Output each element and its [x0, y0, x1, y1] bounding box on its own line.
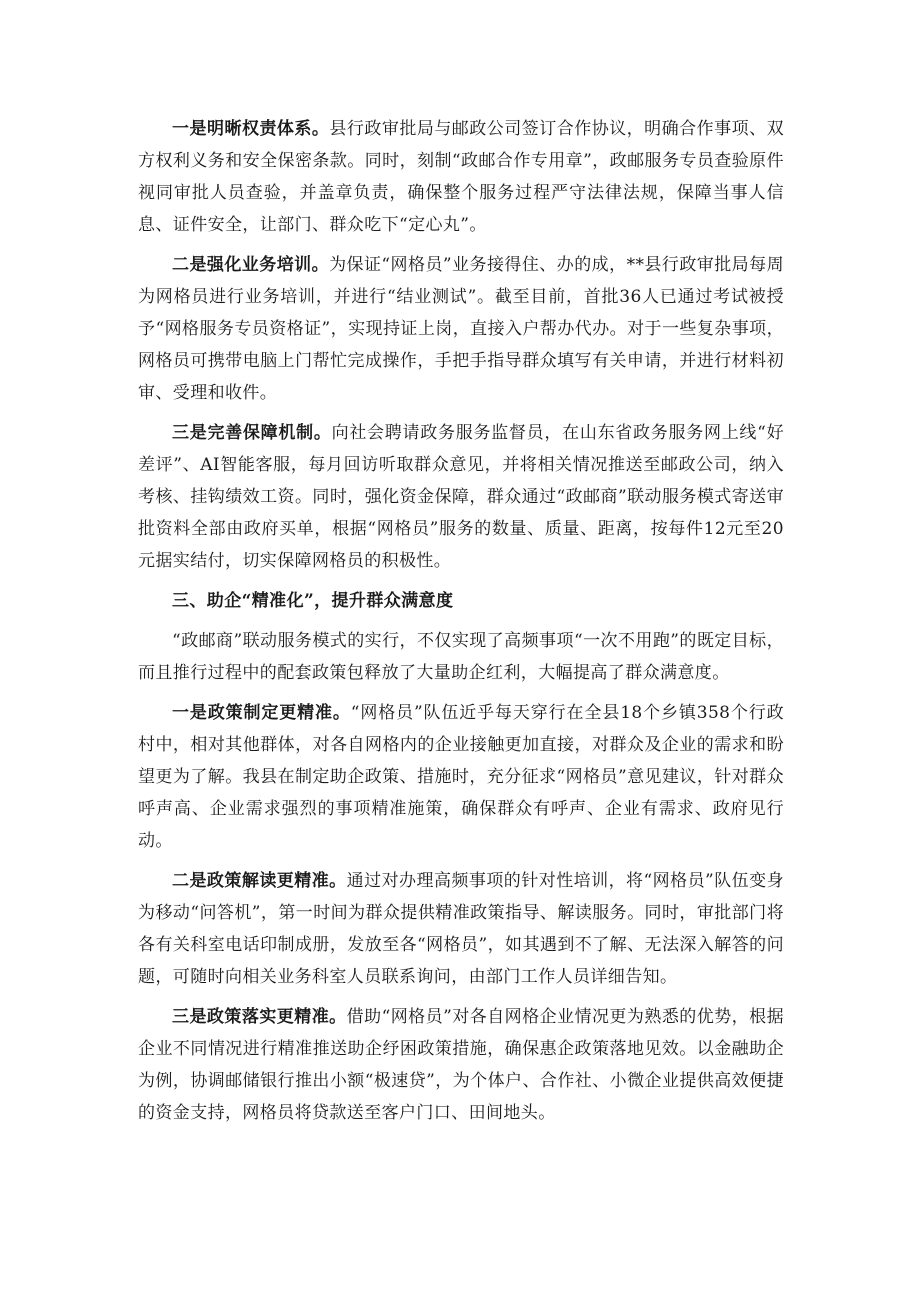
paragraph-lead: 三是政策落实更精准。 — [172, 1007, 347, 1027]
document-body — [138, 113, 784, 1129]
paragraph-lead: 二是强化业务培训。 — [172, 255, 330, 275]
paragraph-policy-interpretation — [138, 865, 784, 993]
paragraph-text: 通过对办理高频事项的针对性培训，将“网格员”队伍变身为移动“问答机”，第一时间为群众提供精准政策指导、解读服务。同时，审批部门将各有关科室电话印制成册，发放至各“网格员”，如其遇到不了解、无法深入解答的问题，可随时向相关业务科室人员联系询问，由部门工作人员详细告知。 — [138, 871, 785, 987]
paragraph-lead: 一是明晰权责体系。 — [172, 119, 330, 139]
section-intro: “政邮商”联动服务模式的实行，不仅实现了高频事项“一次不用跑”的既定目标，而且推行过程中的配套政策包释放了大量助企红利，大幅提高了群众满意度。 — [138, 631, 784, 683]
paragraph-text: “网格员”队伍近乎每天穿行在全县18个乡镇358个行政村中，相对其他群体，对各自网格内的企业接触更加直接，对群众及企业的需求和盼望更为了解。我县在制定助企政策、措施时，充分征求“网格员”意见建议，针对群众呼声高、企业需求强烈的事项精准施策，确保群众有呼声、企业有需求、政府见行动。 — [138, 703, 785, 851]
paragraph-text: 为保证“网格员”业务接得住、办的成，**县行政审批局每周为网格员进行业务培训，并进行“结业测试”。截至目前，首批36人已通过考试被授予“网格服务专员资格证”，实现持证上岗，直接入户帮办代办。对于一些复杂事项，网格员可携带电脑上门帮忙完成操作，手把手指导群众填写有关申请，并进行材料初审、受理和收件。 — [138, 255, 784, 403]
section-heading: 三、助企“精准化”，提升群众满意度 — [172, 591, 454, 611]
paragraph-text: 借助“网格员”对各自网格企业情况更为熟悉的优势，根据企业不同情况进行精准推送助企纾困政策措施，确保惠企政策落地见效。以金融助企为例，协调邮储银行推出小额“极速贷”，为个体户、合作社、小微企业提供高效便捷的资金支持，网格员将贷款送至客户门口、田间地头。 — [138, 1007, 785, 1123]
paragraph-lead: 一是政策制定更精准。 — [172, 703, 351, 723]
paragraph-text: 向社会聘请政务服务监督员，在山东省政务服务网上线“好差评”、AI智能客服，每月回访听取群众意见，并将相关情况推送至邮政公司，纳入考核、挂钩绩效工资。同时，强化资金保障，群众通过“政邮商”联动服务模式寄送审批资料全部由政府买单，根据“网格员”服务的数量、质量、距离，按每件12元至20元据实结付，切实保障网格员的积极性。 — [138, 423, 784, 571]
paragraph-clarify-responsibility — [138, 113, 784, 241]
paragraph-improve-guarantee — [138, 417, 784, 577]
paragraph-policy-making — [138, 697, 784, 857]
paragraph-text: 县行政审批局与邮政公司签订合作协议，明确合作事项、双方权利义务和安全保密条款。同时，刻制“政邮合作专用章”，政邮服务专员查验原件视同审批人员查验，并盖章负责，确保整个服务过程严守法律法规，保障当事人信息、证件安全，让部门、群众吃下“定心丸”。 — [138, 119, 784, 235]
paragraph-lead: 三是完善保障机制。 — [172, 423, 332, 443]
paragraph-strengthen-training — [138, 249, 784, 409]
paragraph-lead: 二是政策解读更精准。 — [172, 871, 347, 891]
paragraph-policy-implementation — [138, 1001, 784, 1129]
